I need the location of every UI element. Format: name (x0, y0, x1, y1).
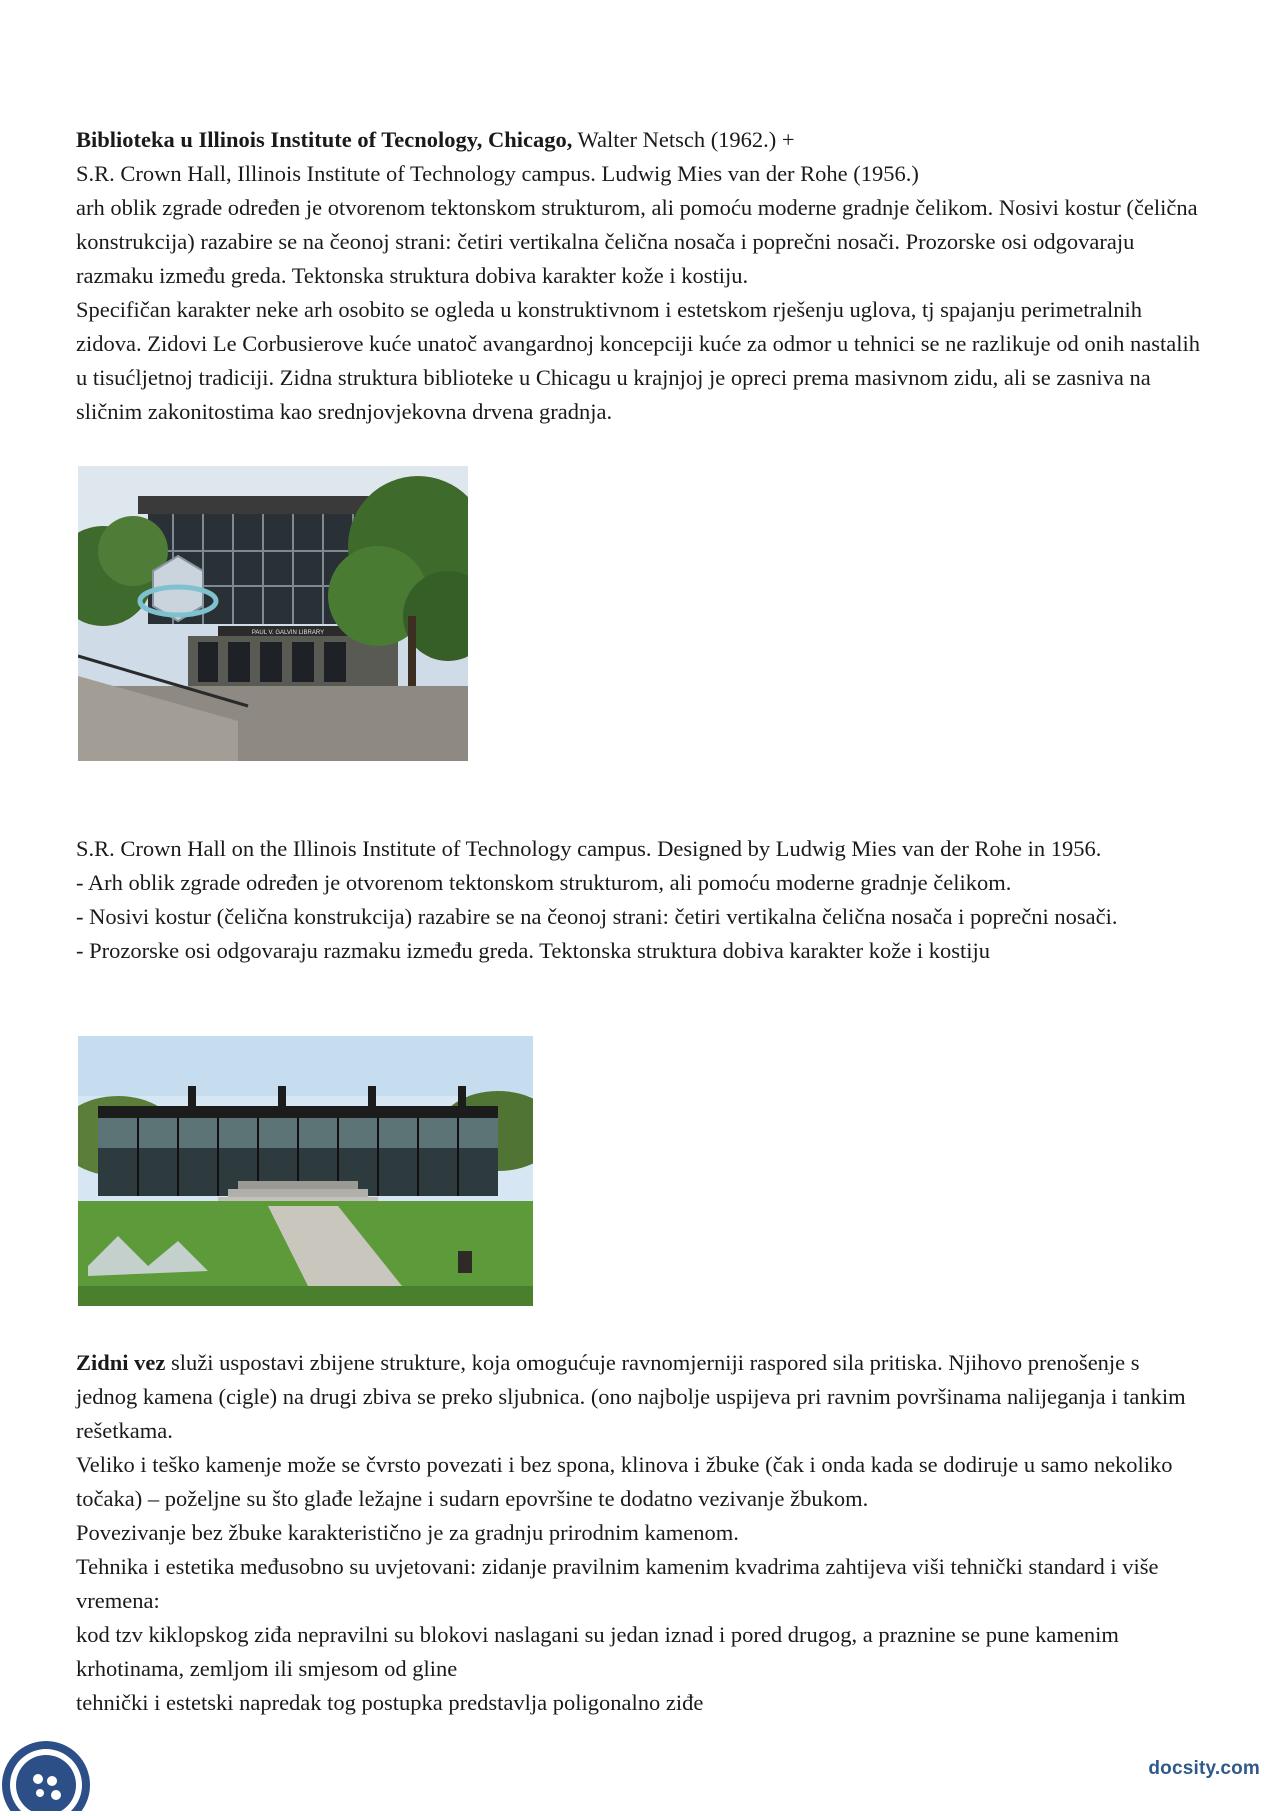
library-sign-text: PAUL V. GALVIN LIBRARY (251, 630, 325, 636)
paragraph: - Nosivi kostur (čelična konstrukcija) razabire se na čeonoj strani: četiri vertikalna čelična nosača i poprečni nosači. (76, 904, 1118, 929)
library-photo (78, 466, 468, 761)
crown-hall-line: S.R. Crown Hall, Illinois Institute of Technology campus. Ludwig Mies van der Rohe (1956.) (76, 161, 919, 186)
docsity-logo-icon[interactable] (0, 1723, 96, 1811)
paragraph: arh oblik zgrade određen je otvorenom tektonskom strukturom, ali pomoću moderne gradnje čelikom. Nosivi kostur (čelična konstrukcija) razabire se na čeonoj strani: četiri vertikalna čelična nosača i poprečni nosači. Prozorske osi odgovaraju razmaku između greda. Tektonska struktura dobiva karakter kože i kostiju. (76, 195, 1198, 288)
section-crown-hall-text (76, 832, 1206, 968)
section-library-text (76, 123, 1206, 429)
crown-hall-photo (78, 1036, 533, 1306)
paragraph: Veliko i teško kamenje može se čvrsto povezati i bez spona, klinova i žbuke (čak i onda kada se dodiruje u samo nekoliko točaka) – poželjne su što glađe ležajne i sudarn epovršine te dodatno vezivanje žbukom. (76, 1452, 1173, 1511)
section-wall-bond-text (76, 1346, 1206, 1720)
paragraph: Tehnika i estetika međusobno su uvjetovani: zidanje pravilnim kamenim kvadrima zahtijeva viši tehnički standard i više vremena: (76, 1554, 1159, 1613)
paragraph: S.R. Crown Hall on the Illinois Institute of Technology campus. Designed by Ludwig Mies van der Rohe in 1956. (76, 836, 1102, 861)
heading-line (76, 123, 1206, 157)
paragraph: kod tzv kiklopskog ziđa nepravilni su blokovi naslagani su jedan iznad i pored drugog, a praznine se pune kamenim krhotinama, zemljom ili smjesom od gline (76, 1622, 1119, 1681)
paragraph: Povezivanje bez žbuke karakteristično je za gradnju prirodnim kamenom. (76, 1520, 739, 1545)
paragraph: tehnički i estetski napredak tog postupka predstavlja poligonalno ziđe (76, 1690, 704, 1715)
paragraph (76, 1346, 1206, 1448)
paragraph: Specifičan karakter neke arh osobito se ogleda u konstruktivnom i estetskom rješenju uglova, tj spajanju perimetralnih zidova. Zidovi Le Corbusierove kuće unatoč avangardnoj koncepciji kuće za odmor u tehnici se ne razlikuje od onih nastalih u tisućljetnoj tradiciji. Zidna struktura biblioteke u Chicagu u krajnjoj je opreci prema masivnom zidu, ali se zasniva na sličnim zakonitostima kao srednjovjekovna drvena gradnja. (76, 297, 1201, 424)
paragraph-rest: služi uspostavi zbijene strukture, koja omogućuje ravnomjerniji raspored sila pritiska. Njihovo prenošenje s jednog kamena (cigle) na drugi zbiva se preko sljubnica. (ono najbolje uspijeva pri ravnim površinama nalijeganja i tankim rešetkama. (76, 1350, 1186, 1443)
heading-bold: Biblioteka u Illinois Institute of Tecnology, Chicago, (76, 127, 573, 152)
paragraph: - Prozorske osi odgovaraju razmaku između greda. Tektonska struktura dobiva karakter kože i kostiju (76, 938, 990, 963)
heading-rest: Walter Netsch (1962.) + (572, 127, 795, 152)
paragraph: - Arh oblik zgrade određen je otvorenom tektonskom strukturom, ali pomoću moderne gradnje čelikom. (76, 870, 1012, 895)
term-bold: Zidni vez (76, 1350, 166, 1375)
docsity-brand-link[interactable]: docsity.com (1148, 1758, 1260, 1779)
